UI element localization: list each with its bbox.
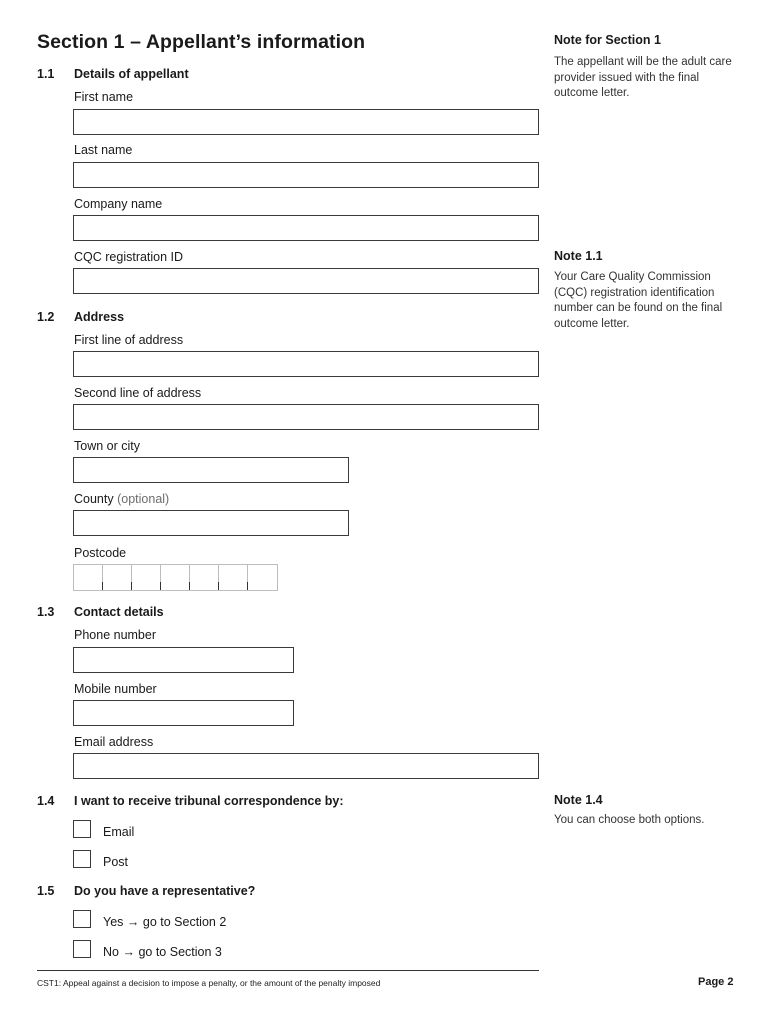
post-option-label: Post (103, 855, 129, 869)
section-title: Section 1 – Appellant’s information (37, 31, 366, 53)
question-number-1-3: 1.3 (37, 605, 55, 619)
postcode-char-box[interactable] (219, 565, 248, 590)
note-1-1-text: Your Care Quality Commission (CQC) registration identification number can be found on the final outcome letter. (554, 271, 723, 330)
arrow-right-icon: → (126, 915, 140, 929)
question-number-1-4: 1.4 (37, 794, 55, 808)
correspondence-heading: I want to receive tribunal correspondence by: (74, 794, 344, 808)
yes-text: Yes (103, 915, 124, 929)
contact-details-heading: Contact details (74, 605, 164, 619)
postcode-char-box[interactable] (132, 565, 161, 590)
note-1-1-title: Note 1.1 (554, 249, 603, 263)
company-name-field[interactable] (73, 215, 539, 241)
company-name-label: Company name (74, 197, 163, 211)
postcode-field[interactable] (73, 564, 278, 591)
address-line2-field[interactable] (73, 404, 539, 430)
first-name-field[interactable] (73, 109, 539, 135)
cqc-registration-id-label: CQC registration ID (74, 250, 184, 264)
note-section1-title: Note for Section 1 (554, 33, 661, 47)
first-name-label: First name (74, 90, 134, 104)
last-name-label: Last name (74, 143, 133, 157)
postcode-label: Postcode (74, 546, 127, 560)
email-checkbox[interactable] (73, 820, 91, 838)
address-line2-label: Second line of address (74, 386, 202, 400)
no-checkbox[interactable] (73, 940, 91, 958)
optional-tag: (optional) (117, 492, 170, 506)
yes-option-label (103, 915, 226, 929)
address-heading: Address (74, 310, 125, 324)
note-section1-text: The appellant will be the adult care provider issued with the final outcome letter. (554, 56, 732, 99)
mobile-number-label: Mobile number (74, 682, 157, 696)
representative-heading: Do you have a representative? (74, 884, 256, 898)
question-number-1-1: 1.1 (37, 67, 55, 81)
phone-number-label: Phone number (74, 628, 157, 642)
cqc-registration-id-field[interactable] (73, 268, 539, 294)
county-field[interactable] (73, 510, 349, 536)
no-option-label (103, 945, 222, 959)
town-field[interactable] (73, 457, 349, 483)
town-label: Town or city (74, 439, 140, 453)
email-address-label: Email address (74, 735, 154, 749)
email-address-field[interactable] (73, 753, 539, 779)
question-number-1-2: 1.2 (37, 310, 55, 324)
postcode-char-box[interactable] (190, 565, 219, 590)
postcode-char-box[interactable] (248, 565, 277, 590)
address-line1-label: First line of address (74, 333, 184, 347)
mobile-number-field[interactable] (73, 700, 294, 726)
yes-goto-text: go to Section 2 (142, 915, 227, 929)
postcode-char-box[interactable] (161, 565, 190, 590)
details-of-appellant-heading: Details of appellant (74, 67, 189, 81)
yes-checkbox[interactable] (73, 910, 91, 928)
phone-number-field[interactable] (73, 647, 294, 673)
footer-divider (37, 970, 539, 971)
postcode-char-box[interactable] (74, 565, 103, 590)
county-label-text: County (74, 492, 114, 506)
no-goto-text: go to Section 3 (138, 945, 222, 959)
note-1-4-text: You can choose both options. (554, 814, 705, 826)
address-line1-field[interactable] (73, 351, 539, 377)
last-name-field[interactable] (73, 162, 539, 188)
question-number-1-5: 1.5 (37, 884, 55, 898)
county-label (74, 492, 169, 506)
postcode-char-box[interactable] (103, 565, 132, 590)
post-checkbox[interactable] (73, 850, 91, 868)
no-text: No (103, 945, 119, 959)
arrow-right-icon: → (122, 945, 135, 959)
note-1-4-title: Note 1.4 (554, 793, 603, 807)
email-option-label: Email (103, 825, 135, 839)
page-number: Page 2 (698, 976, 734, 988)
footer-form-description: CST1: Appeal against a decision to impose a penalty, or the amount of the penalty imposed (37, 978, 381, 988)
